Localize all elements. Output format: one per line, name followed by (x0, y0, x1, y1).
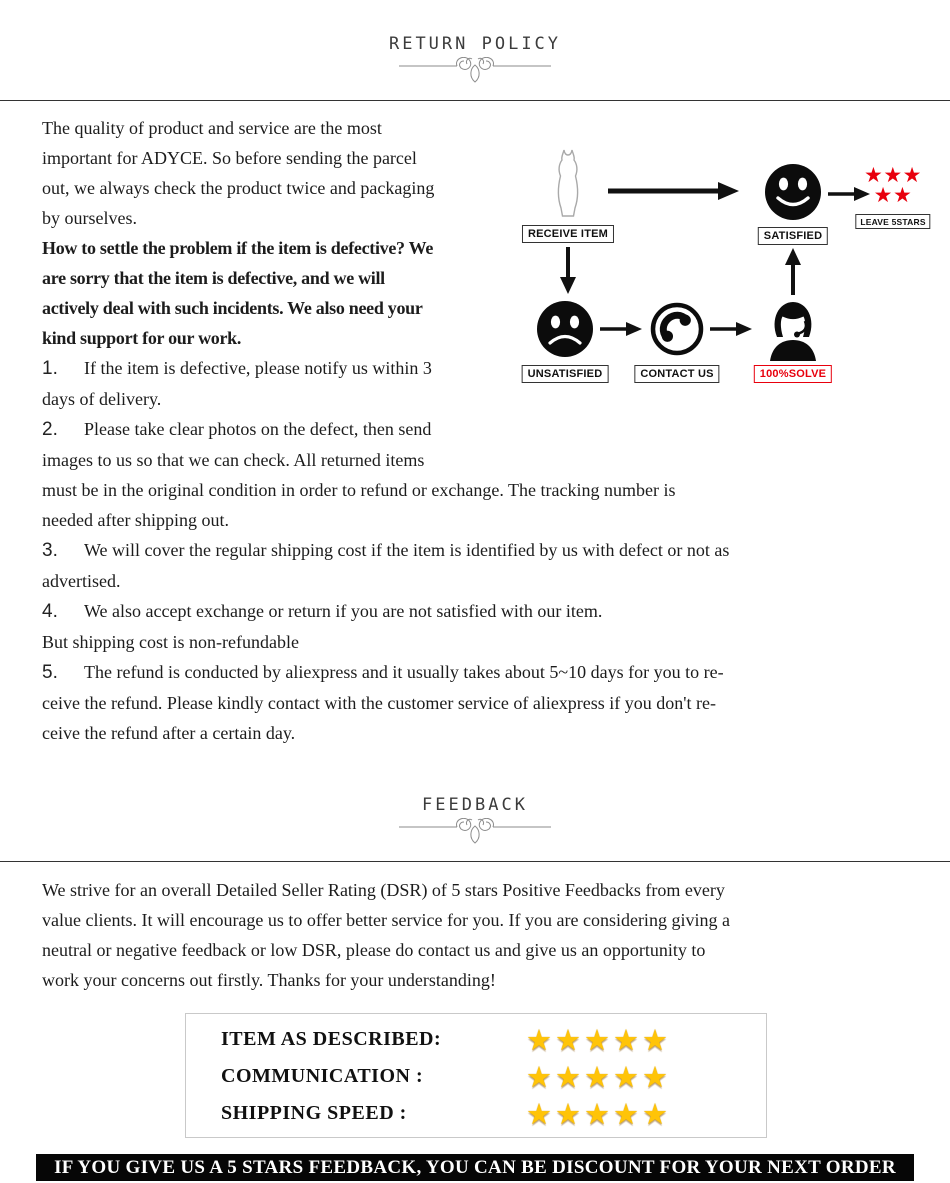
dress-icon (552, 147, 584, 221)
dsr-paragraph (0, 862, 950, 995)
text-line: kind support for our work. (42, 328, 242, 348)
feedback-banner: IF YOU GIVE US A 5 STARS FEEDBACK, YOU CAN BE DISCOUNT FOR YOUR NEXT ORDER (36, 1154, 914, 1181)
phone-icon (649, 301, 705, 357)
smiley-face-icon (763, 162, 823, 222)
text-line: important for ADYCE. So before sending the parcel (42, 148, 417, 168)
text-line: 3. We will cover the regular shipping cost if the item is identified by us with defect or not as (42, 535, 922, 566)
text-line: are sorry that the item is defective, and we will (42, 268, 385, 288)
sad-face-icon (535, 299, 595, 359)
flourish-ornament (395, 818, 555, 848)
return-policy-title: RETURN POLICY (388, 34, 562, 54)
arrow-right-icon (608, 179, 740, 203)
text-line: 4. We also accept exchange or return if you are not satisfied with our item. (42, 596, 922, 627)
unsatisfied-label: UNSATISFIED (522, 365, 609, 383)
text-line: advertised. (42, 571, 121, 591)
arrow-right-icon (710, 319, 752, 339)
feedback-header (0, 748, 950, 848)
rating-row-1 (186, 1021, 766, 1058)
text-line: neutral or negative feedback or low DSR, please do contact us and give us an opportunity to (42, 940, 706, 960)
rating-stars-icon: ★★★★★ (526, 1022, 671, 1057)
solve-label: 100%SOLVE (754, 365, 832, 383)
policy-item-4 (42, 596, 922, 657)
item-number: 3. (42, 540, 58, 561)
arrow-up-icon (783, 247, 803, 295)
item-number: 1. (42, 358, 58, 379)
text-line: ceive the refund. Please kindly contact with the customer service of aliexpress if you don't re- (42, 693, 717, 713)
rating-label: SHIPPING SPEED : (221, 1102, 407, 1124)
rating-stars-icon: ★★★★★ (526, 1096, 671, 1131)
rating-label: ITEM AS DESCRIBED: (221, 1028, 442, 1050)
flourish-ornament (395, 57, 555, 87)
support-agent-icon (763, 297, 823, 361)
return-policy-section (0, 101, 950, 748)
rating-row-2 (186, 1058, 766, 1095)
policy-item-5 (42, 657, 922, 748)
text-line: days of delivery. (42, 389, 162, 409)
text-line: images to us so that we can check. All returned items (42, 450, 425, 470)
text-line: out, we always check the product twice and packaging (42, 178, 435, 198)
satisfied-label: SATISFIED (758, 227, 828, 245)
text-line: 5. The refund is conducted by aliexpress and it usually takes about 5~10 days for you to re- (42, 657, 922, 688)
leave-5stars-label: LEAVE 5STARS (855, 214, 930, 229)
rating-row-3 (186, 1095, 766, 1132)
text-line: by ourselves. (42, 208, 137, 228)
item-number: 5. (42, 662, 58, 683)
rating-stars-icon: ★★★★★ (526, 1059, 671, 1094)
text-line: needed after shipping out. (42, 510, 229, 530)
contact-us-label: CONTACT US (634, 365, 719, 383)
item-number: 2. (42, 419, 58, 440)
text-line: work your concerns out firstly. Thanks for your understanding! (42, 970, 496, 990)
text-line: value clients. It will encourage us to offer better service for you. If you are considering giving a (42, 910, 730, 930)
arrow-right-icon (600, 319, 642, 339)
text-line: The quality of product and service are the most (42, 118, 382, 138)
receive-item-label: RECEIVE ITEM (522, 225, 614, 243)
ratings-table (185, 1013, 767, 1138)
star-row: ★★★ (864, 163, 922, 187)
text-line: 1. If the item is defective, please notify us within 3 (42, 353, 922, 384)
text-line: How to settle the problem if the item is defective? We (42, 238, 434, 258)
return-flowchart (512, 113, 926, 473)
text-line: ceive the refund after a certain day. (42, 723, 296, 743)
feedback-title: FEEDBACK (422, 795, 528, 815)
policy-item-3 (42, 535, 922, 596)
item-number: 4. (42, 601, 58, 622)
text-line: We strive for an overall Detailed Seller Rating (DSR) of 5 stars Positive Feedbacks from every (42, 880, 725, 900)
text-line: actively deal with such incidents. We also need your (42, 298, 423, 318)
text-line: must be in the original condition in order to refund or exchange. The tracking number is (42, 480, 676, 500)
arrow-down-icon (558, 247, 578, 295)
return-policy-header (0, 0, 950, 87)
text-line: 2. Please take clear photos on the defect, then send (42, 414, 922, 445)
rating-label: COMMUNICATION : (221, 1065, 424, 1087)
star-row: ★★ (873, 183, 913, 207)
five-stars-red-icon (864, 165, 922, 205)
text-line: But shipping cost is non-refundable (42, 632, 299, 652)
